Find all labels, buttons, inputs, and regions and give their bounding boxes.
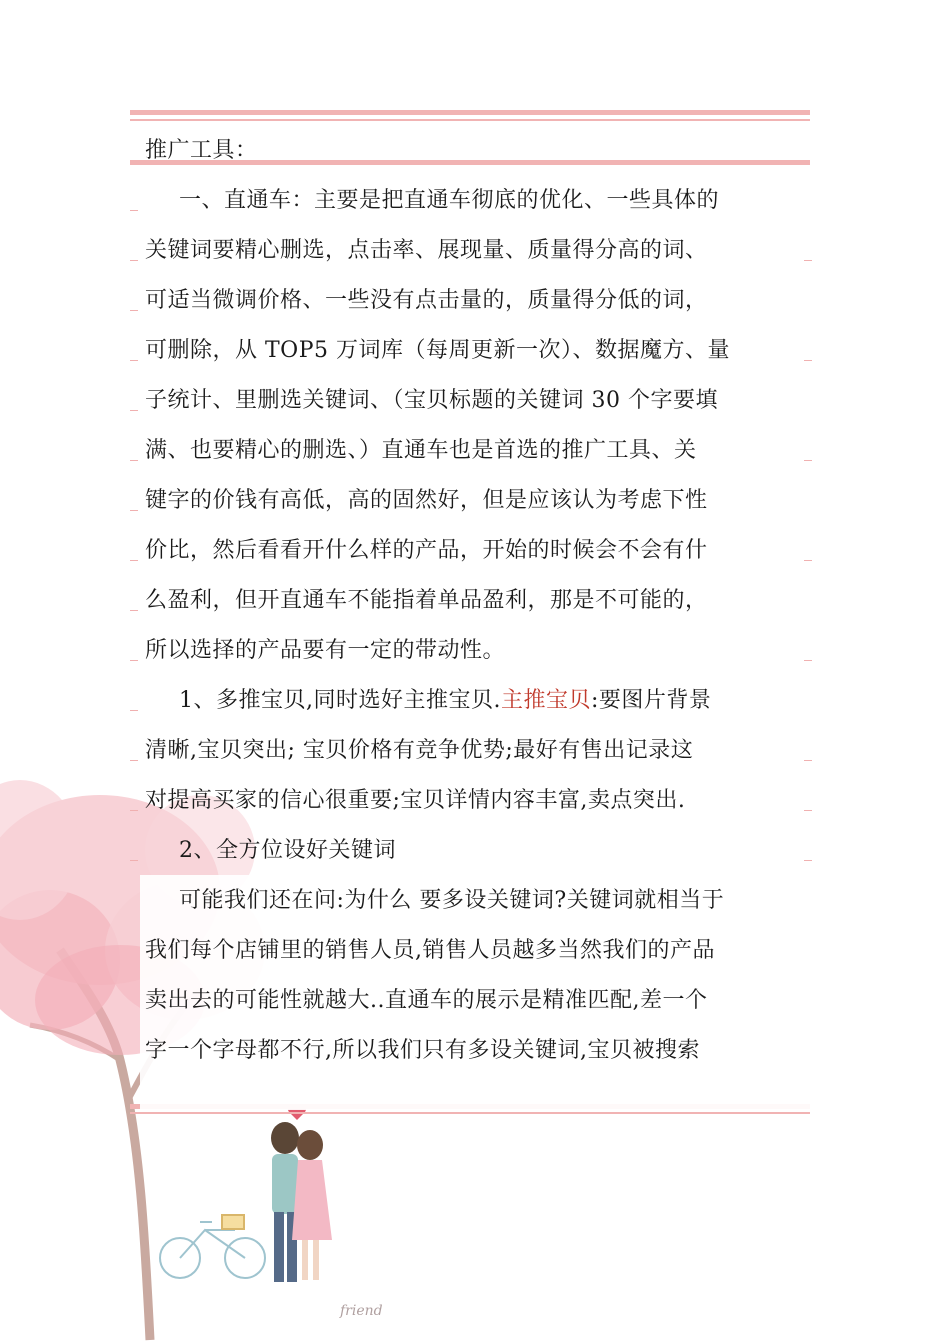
- item-1-line: 清晰,宝贝突出; 宝贝价格有竞争优势;最好有售出记录这: [145, 738, 694, 763]
- paragraph-line: 满、也要精心的删选、）直通车也是首选的推广工具、关: [145, 438, 697, 463]
- top-rule: [130, 110, 810, 115]
- bicycle-icon: [160, 1215, 265, 1278]
- section-heading: 推广工具：: [145, 138, 258, 163]
- couple-icon: [271, 1122, 332, 1282]
- paragraph-line: 子统计、里删选关键词、（宝贝标题的关键词 30 个字要填: [145, 388, 718, 413]
- item-2-line: 我们每个店铺里的销售人员,销售人员越多当然我们的产品: [145, 938, 715, 963]
- top-rule-thin: [130, 119, 810, 121]
- bottom-rule-thin: [130, 1112, 810, 1114]
- paragraph-line: 价比，然后看看开什么样的产品，开始的时候会不会有什: [145, 538, 708, 563]
- item-1-line: 对提高买家的信心很重要;宝贝详情内容丰富,卖点突出.: [145, 788, 686, 813]
- paragraph-line: 可删除，从 TOP5 万词库（每周更新一次）、数据魔方、量: [145, 338, 730, 363]
- item-1-prefix: 1、多推宝贝,同时选好主推宝贝.: [179, 688, 501, 713]
- item-2-line: 可能我们还在问:为什么 要多设关键词?关键词就相当于: [179, 888, 725, 913]
- item-1-suffix: :要图片背景: [591, 688, 712, 713]
- paragraph-line: 关键词要精心删选，点击率、展现量、质量得分高的词、: [145, 238, 708, 263]
- item-2-line: 卖出去的可能性就越大..直通车的展示是精准匹配,差一个: [145, 988, 708, 1013]
- signature-text: friend: [340, 1303, 383, 1319]
- item-1-line: [179, 676, 711, 726]
- paragraph-line: 键字的价钱有高低，高的固然好，但是应该认为考虑下性: [145, 488, 708, 513]
- paragraph-line: 一、直通车：主要是把直通车彻底的优化、一些具体的: [179, 188, 720, 213]
- paragraph-line: 么盈利，但开直通车不能指着单品盈利，那是不可能的，: [145, 588, 708, 613]
- paragraph-line: 所以选择的产品要有一定的带动性。: [145, 638, 506, 663]
- item-2-title: 2、全方位设好关键词: [179, 838, 396, 863]
- item-1-highlight: 主推宝贝: [500, 688, 591, 713]
- paragraph-line: 可适当微调价格、一些没有点击量的，质量得分低的词，: [145, 288, 708, 313]
- item-2-line: 字一个字母都不行,所以我们只有多设关键词,宝贝被搜索: [145, 1038, 700, 1063]
